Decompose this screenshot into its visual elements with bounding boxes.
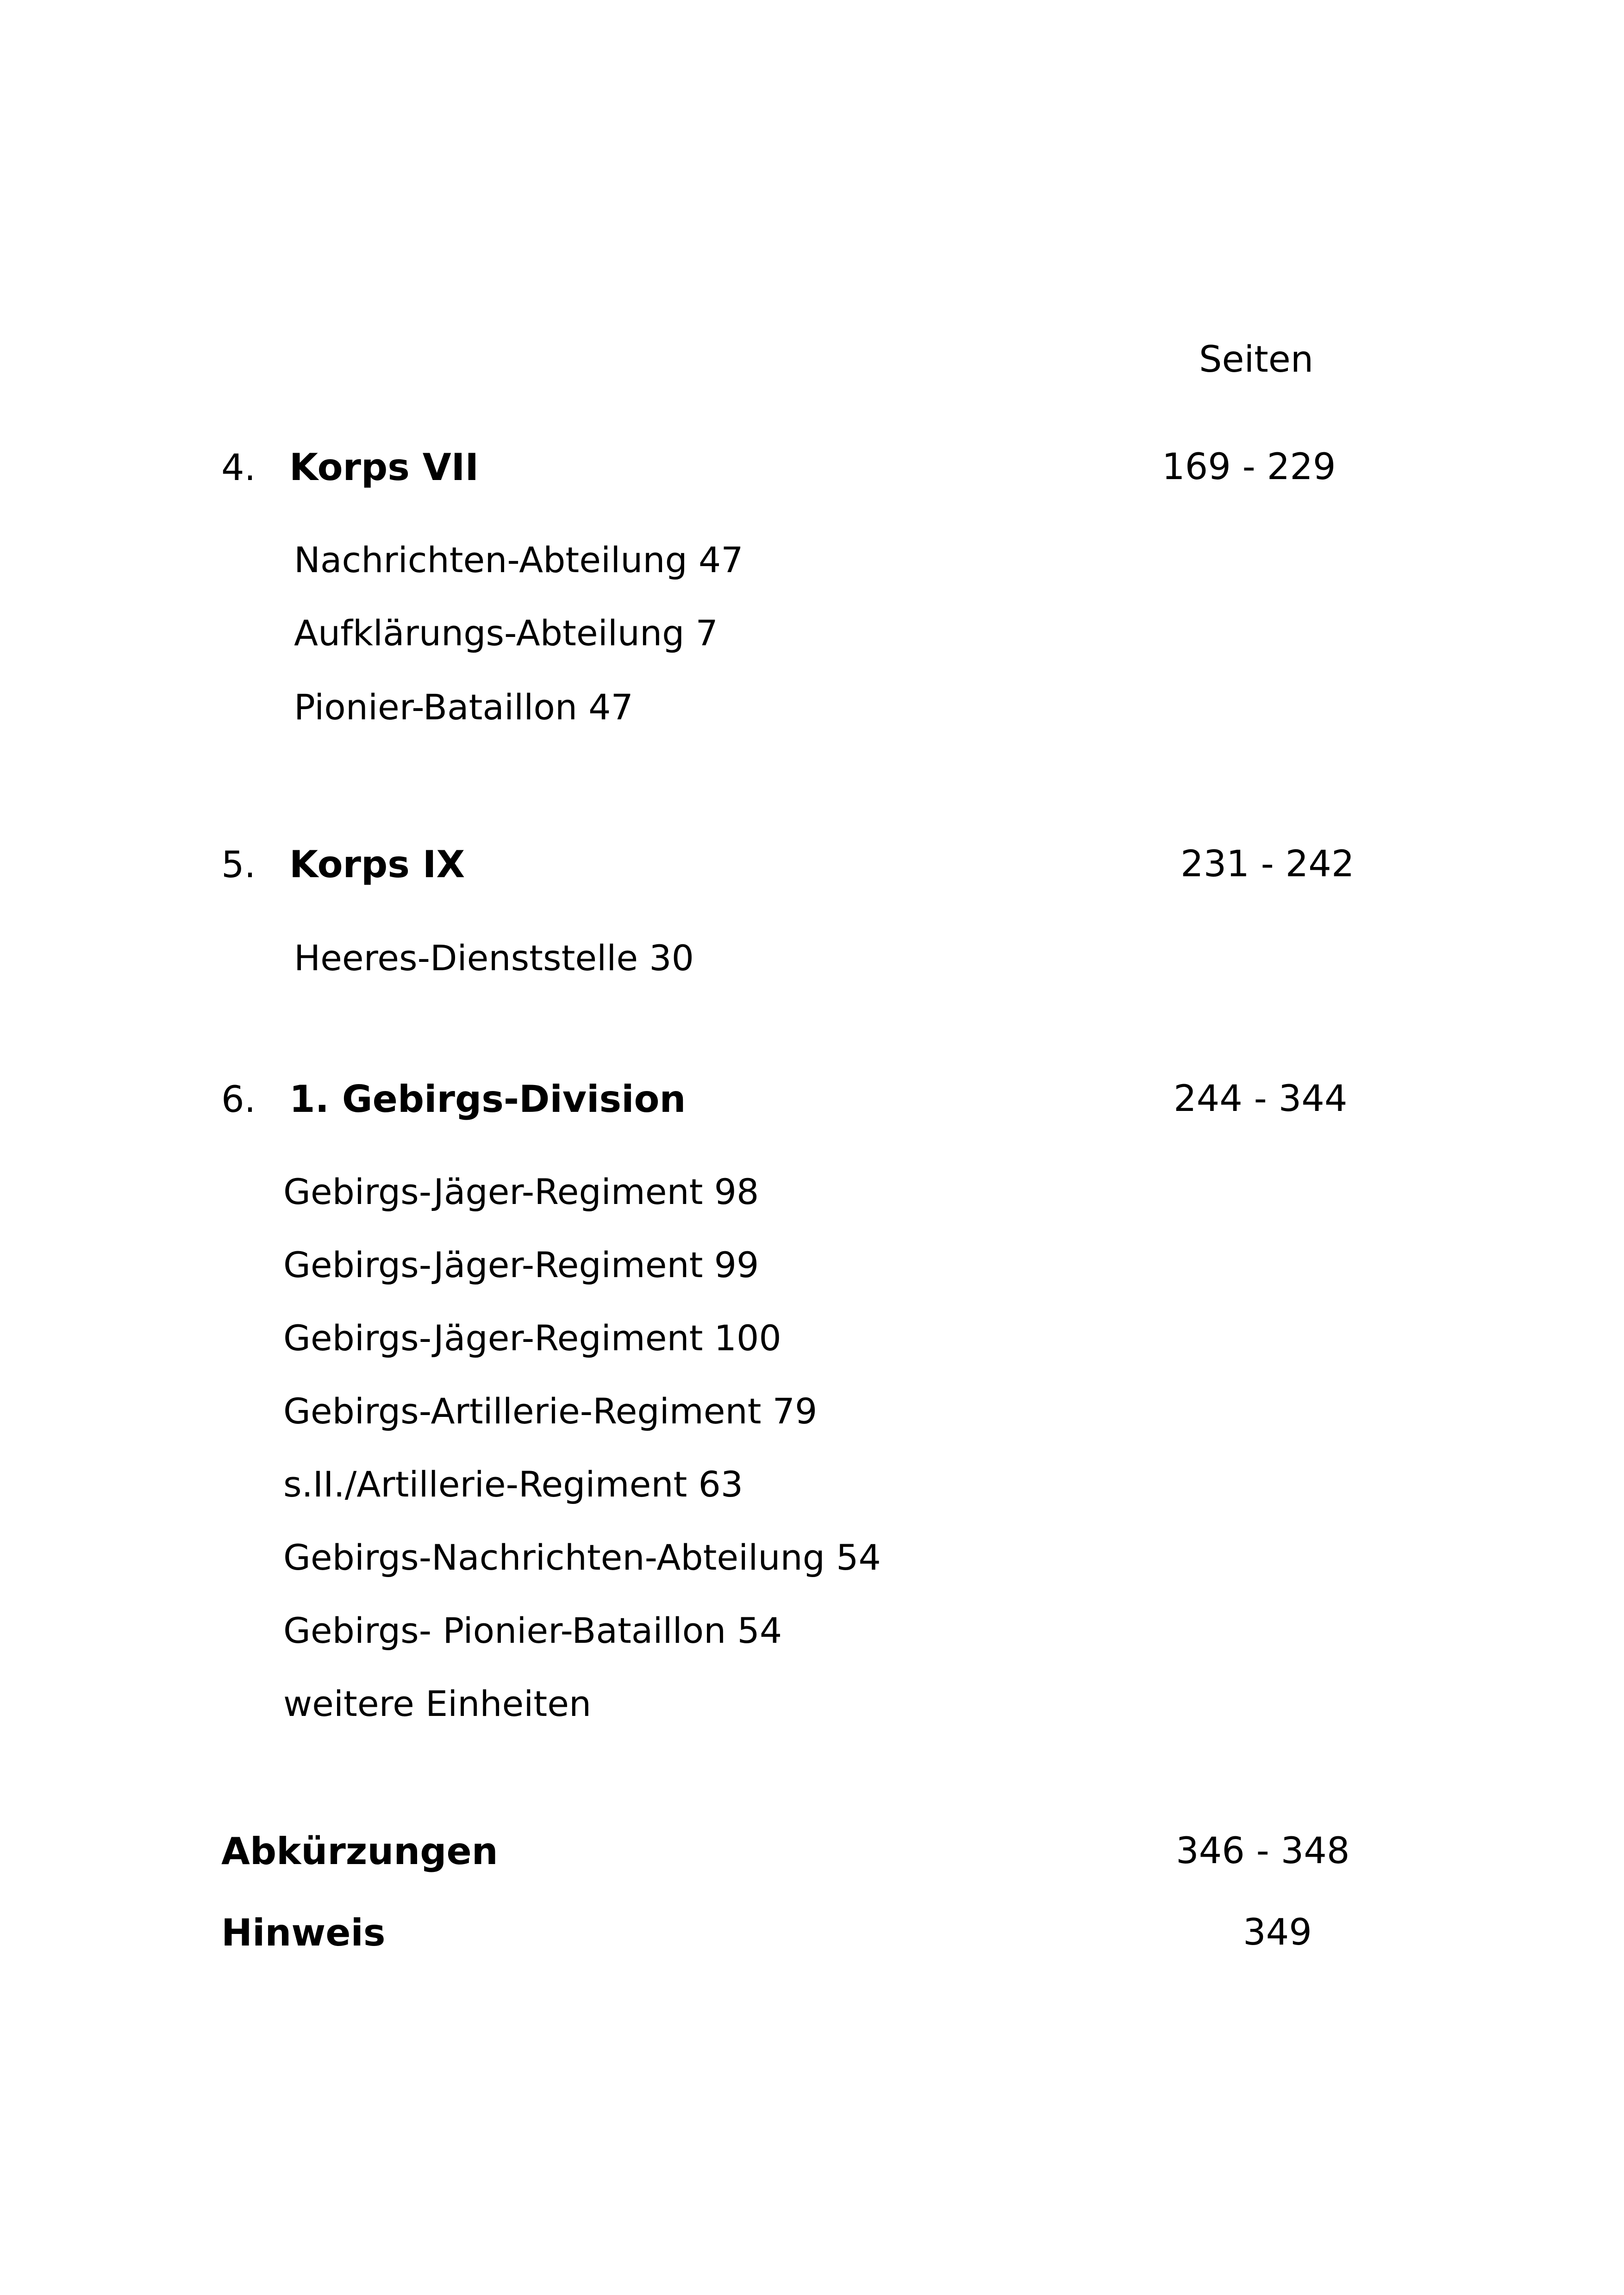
section-pages: 244 - 344	[1174, 1078, 1348, 1120]
toc-subitem: Gebirgs-Jäger-Regiment 98	[283, 1171, 759, 1212]
appendix-title: Abkürzungen	[221, 1830, 498, 1873]
pages-column-header: Seiten	[1199, 339, 1314, 380]
section-title: Korps IX	[289, 843, 465, 886]
section-title: Korps VII	[289, 446, 479, 489]
appendix-pages: 349	[1243, 1912, 1312, 1953]
toc-subitem: Aufklärungs-Abteilung 7	[294, 612, 718, 654]
section-number: 6.	[221, 1079, 256, 1121]
toc-subitem: Heeres-Dienststelle 30	[294, 937, 694, 979]
toc-subitem: Gebirgs-Artillerie-Regiment 79	[283, 1391, 818, 1432]
toc-subitem: Gebirgs-Nachrichten-Abteilung 54	[283, 1537, 881, 1578]
toc-subitem: Nachrichten-Abteilung 47	[294, 539, 743, 580]
section-pages: 169 - 229	[1162, 446, 1336, 488]
appendix-title: Hinweis	[221, 1911, 386, 1954]
toc-subitem: Pionier-Bataillon 47	[294, 686, 633, 728]
section-number: 5.	[221, 844, 256, 886]
appendix-pages: 346 - 348	[1176, 1830, 1350, 1872]
section-number: 4.	[221, 447, 256, 489]
toc-subitem: Gebirgs-Jäger-Regiment 100	[283, 1317, 781, 1359]
section-title: 1. Gebirgs-Division	[289, 1078, 686, 1121]
toc-subitem: Gebirgs- Pionier-Bataillon 54	[283, 1610, 782, 1651]
toc-subitem: weitere Einheiten	[283, 1683, 592, 1724]
toc-subitem: s.II./Artillerie-Regiment 63	[283, 1464, 743, 1505]
toc-subitem: Gebirgs-Jäger-Regiment 99	[283, 1244, 759, 1285]
section-pages: 231 - 242	[1181, 843, 1355, 885]
